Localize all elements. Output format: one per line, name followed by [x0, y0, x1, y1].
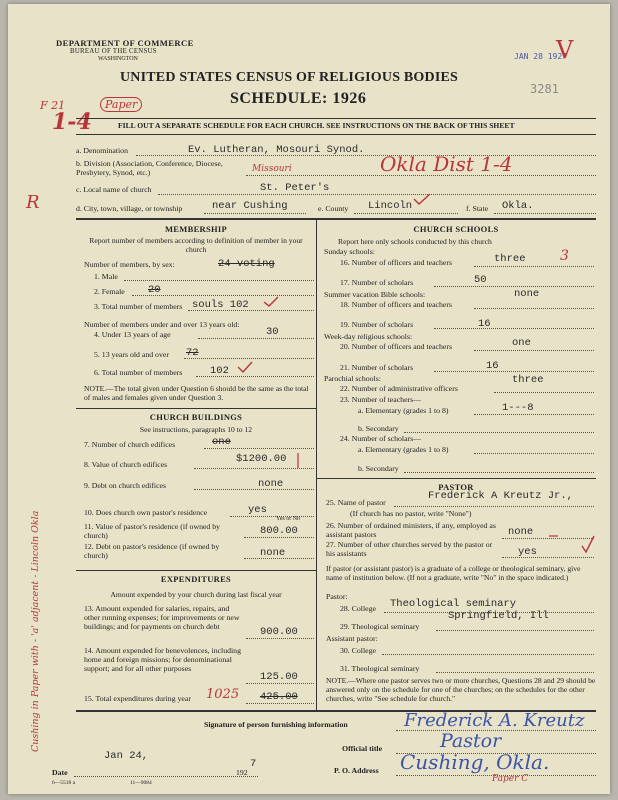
- q25-value: Frederick A Kreutz Jr.,: [428, 490, 573, 502]
- q3-label: 3. Total number of members: [94, 302, 183, 311]
- local-name-label: c. Local name of church: [76, 185, 152, 194]
- q31-label: 31. Theological seminary: [340, 664, 420, 673]
- q23-label: 23. Number of teachers—: [340, 395, 421, 404]
- tick-mark-icon: [548, 532, 560, 540]
- expenditures-intro: Amount expended by your church during last fiscal year: [110, 590, 282, 599]
- instruction-bar: FILL OUT A SEPARATE SCHEDULE FOR EACH CHURCH. SEE INSTRUCTIONS ON THE BACK OF THIS SHEET: [118, 121, 515, 130]
- denomination-value: Ev. Lutheran, Mosouri Synod.: [188, 144, 365, 156]
- q29-label: 29. Theological seminary: [340, 622, 420, 631]
- sunday-label: Sunday schools:: [324, 247, 375, 256]
- title-value: Pastor: [440, 730, 502, 752]
- county-label: e. County: [318, 204, 349, 213]
- q19-label: 19. Number of scholars: [340, 320, 414, 329]
- q1-label: 1. Male: [94, 272, 118, 281]
- q30-label: 30. College: [340, 646, 376, 655]
- q4-label: 4. Under 13 years of age: [94, 330, 171, 339]
- q11-value: 800.00: [260, 525, 298, 537]
- received-stamp: JAN 28 1927: [514, 52, 567, 61]
- buildings-intro: See instructions, paragraphs 10 to 12: [139, 425, 253, 434]
- signature: Frederick A. Kreutz: [404, 710, 585, 731]
- graduate-note: If pastor (or assistant pastor) is a graduate of a college or theological seminary, give name of institution below. (If not a graduate, write "No" in the space indicated.): [326, 564, 581, 582]
- q25-note: (If church has no pastor, write "None"): [350, 509, 472, 518]
- membership-title: MEMBERSHIP: [164, 224, 228, 234]
- q8-label: 8. Value of church edifices: [84, 460, 168, 469]
- q5-label: 5. 13 years old and over: [94, 350, 169, 359]
- pastor-note: NOTE.—Where one pastor serves two or more churches, Questions 28 and 29 should be answered only on the schedule for one of the churches; on the schedules for the other churches, write "See schedule for church.": [326, 676, 596, 703]
- q14-value: 125.00: [260, 671, 298, 683]
- parochial-value: three: [512, 374, 544, 386]
- q21-value: 16: [486, 360, 499, 372]
- q28-value: Theological seminary: [390, 598, 517, 610]
- check-mark-icon: [412, 192, 432, 206]
- denomination-label: a. Denomination: [76, 146, 128, 155]
- members-by-sex-value: 24 voting: [218, 258, 275, 270]
- note-paper-word: Paper: [100, 97, 142, 112]
- note-r-mark: R: [26, 192, 40, 213]
- expenditures-title: EXPENDITURES: [160, 574, 232, 584]
- summer-label: Summer vacation Bible schools:: [324, 290, 426, 299]
- parochial-label: Parochial schools:: [324, 374, 381, 383]
- members-by-sex-label: Number of members, by sex:: [84, 260, 175, 269]
- census-schedule-sheet: [8, 4, 610, 794]
- yes-no-caption: Yes or No: [276, 516, 301, 522]
- q20-value: one: [512, 337, 531, 349]
- q6-label: 6. Total number of members: [94, 368, 183, 377]
- q27-value: yes: [518, 546, 537, 558]
- q9-value: none: [258, 478, 284, 490]
- q17-value: 50: [474, 274, 487, 286]
- q16-value: three: [494, 253, 526, 265]
- title-label: Official title: [342, 744, 383, 753]
- schedule-number: 3281: [530, 82, 559, 96]
- q28-label: 28. College: [340, 604, 376, 613]
- q26-value: none: [508, 526, 534, 538]
- date-label: Date: [52, 768, 68, 777]
- q13-value: 900.00: [260, 626, 298, 638]
- q16-label: 16. Number of officers and teachers: [340, 258, 453, 267]
- q17-label: 17. Number of scholars: [340, 278, 414, 287]
- tick-mark-icon: [294, 452, 302, 470]
- date-value: Jan 24,: [104, 750, 149, 762]
- address-label: P. O. Address: [334, 766, 379, 775]
- city-label: d. City, town, village, or township: [76, 204, 183, 213]
- q3-value: souls 102: [192, 299, 249, 311]
- q10-label: 10. Does church own pastor's residence: [84, 508, 208, 517]
- local-name-value: St. Peter's: [260, 182, 330, 194]
- note-paper-number: 1-4: [52, 109, 92, 135]
- assistant-label: Assistant pastor:: [326, 634, 378, 643]
- q24-label: 24. Number of scholars—: [340, 434, 421, 443]
- year-prefix: 192: [236, 768, 248, 777]
- q23a-value: 1---8: [502, 402, 534, 414]
- schools-intro: Report here only schools conducted by this church: [338, 237, 492, 246]
- q26-label: 26. Number of ordained ministers, if any, employed as assistant pastors: [326, 521, 496, 539]
- q23b-label: b. Secondary: [358, 424, 399, 433]
- schools-title: CHURCH SCHOOLS: [413, 224, 499, 234]
- q8-value: $1200.00: [236, 453, 287, 465]
- pastor-sublabel: Pastor:: [326, 592, 348, 601]
- note-v-mark: V: [556, 36, 574, 64]
- address-value: Cushing, Okla.: [400, 750, 550, 774]
- q12-label: 12. Debt on pastor's residence (if owned by church): [84, 542, 220, 560]
- buildings-title: CHURCH BUILDINGS: [149, 412, 243, 422]
- q25-label: 25. Name of pastor: [326, 498, 386, 507]
- q24b-label: b. Secondary: [358, 464, 399, 473]
- q16-red: 3: [560, 248, 569, 264]
- division-label: b. Division (Association, Conference, Diocese, Presbytery, Synod, etc.): [76, 159, 223, 177]
- q13-label: 13. Amount expended for salaries, repairs, and other running expenses; for improvements or new buildings; and for payments on church debt: [84, 604, 240, 631]
- q7-value: one: [212, 436, 231, 448]
- q9-label: 9. Debt on church edifices: [84, 481, 167, 490]
- membership-intro: Report number of members according to definition of member in your church: [89, 236, 303, 254]
- signature-label: Signature of person furnishing information: [204, 720, 348, 729]
- q23a-label: a. Elementary (grades 1 to 8): [358, 406, 449, 415]
- age-label: Number of members under and over 13 years old:: [84, 320, 240, 329]
- q21-label: 21. Number of scholars: [340, 363, 414, 372]
- age-value: 30: [266, 326, 279, 338]
- form-number: 6—5518 a: [52, 780, 76, 786]
- q15-corrected: 1025: [206, 687, 240, 702]
- note-top-left: F 21: [40, 99, 66, 112]
- q20-label: 20. Number of officers and teachers: [340, 342, 453, 351]
- q27-label: 27. Number of other churches served by the pastor or his assistants: [326, 540, 493, 558]
- bottom-initials: Paper C: [492, 774, 529, 784]
- q6-value: 102: [210, 365, 229, 377]
- q22-label: 22. Number of administrative officers: [340, 384, 458, 393]
- q28-value-2: Springfield, Ill: [448, 610, 549, 622]
- division-district: Okla Dist 1-4: [380, 152, 513, 176]
- q5-value: 72: [186, 347, 199, 359]
- city-value: near Cushing: [212, 200, 288, 212]
- q15-label: 15. Total expenditures during year: [84, 694, 191, 703]
- q2-label: 2. Female: [94, 287, 125, 296]
- weekday-label: Week-day religious schools:: [324, 332, 413, 341]
- form-title: UNITED STATES CENSUS OF RELIGIOUS BODIES: [120, 70, 459, 85]
- q14-label: 14. Amount expended for benevolences, including home and foreign missions; for denominational support; and for all other purposes: [84, 646, 241, 673]
- summer-value: none: [514, 288, 540, 300]
- margin-note: Cushing in Paper with - 'a' adjacent - Lincoln Okla: [30, 510, 41, 752]
- city-name: WASHINGTON: [98, 56, 138, 62]
- q24a-label: a. Elementary (grades 1 to 8): [358, 445, 449, 454]
- form-number-2: 11—9084: [130, 780, 152, 786]
- q18-label: 18. Number of officers and teachers: [340, 300, 453, 309]
- year-value: 7: [250, 758, 257, 770]
- q11-label: 11. Value of pastor's residence (if owned by church): [84, 522, 221, 540]
- state-value: Okla.: [502, 200, 534, 212]
- q10-value: yes: [248, 504, 267, 516]
- state-label: f. State: [466, 204, 489, 213]
- check-mark-icon: [580, 534, 596, 556]
- check-mark-icon: [262, 296, 280, 308]
- q2-value: 20: [148, 284, 161, 296]
- q12-value: none: [260, 547, 286, 559]
- membership-note: NOTE.—The total given under Question 6 should be the same as the total of males and females given under Question 3.: [84, 384, 309, 402]
- q15-value: 425.00: [260, 691, 298, 703]
- county-value: Lincoln: [368, 200, 413, 212]
- q19-value: 16: [478, 318, 491, 330]
- check-mark-icon: [236, 360, 254, 374]
- q7-label: 7. Number of church edifices: [84, 440, 176, 449]
- bureau-name: BUREAU OF THE CENSUS: [70, 48, 157, 55]
- dept-name: DEPARTMENT OF COMMERCE: [56, 38, 194, 48]
- division-missouri: Missouri: [252, 164, 292, 174]
- pastor-title: PASTOR: [438, 482, 474, 492]
- schedule-title: SCHEDULE: 1926: [230, 90, 367, 107]
